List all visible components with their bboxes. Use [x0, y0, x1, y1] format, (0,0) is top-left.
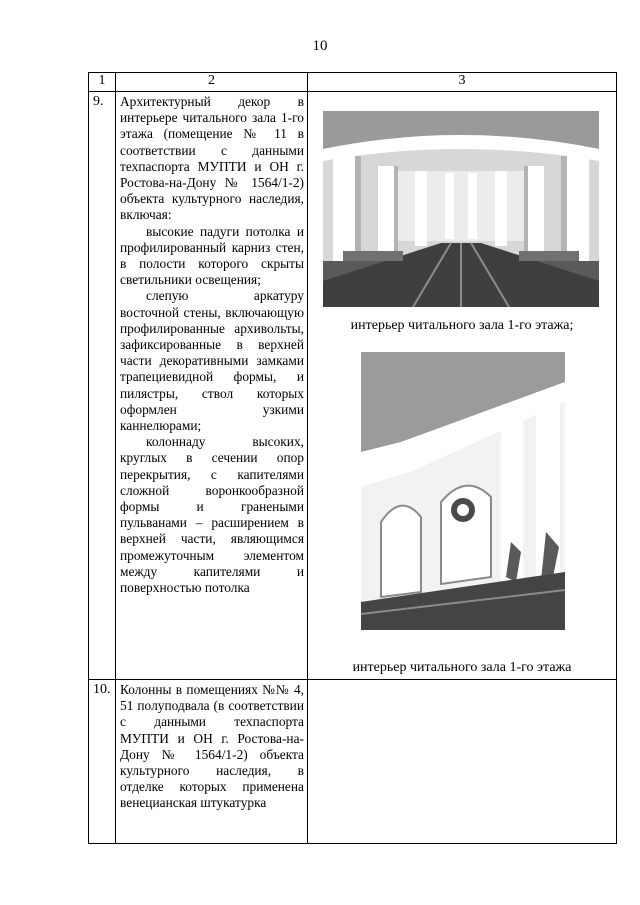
description-paragraph: колоннаду высоких, круглых в сечении опор перекрытия, с капителями сложной воронкообразной формы и гранеными пульванами – расширением в верхней части, являющимся промежуточным элементом между капителями и поверхностью потолка: [120, 434, 304, 596]
description-paragraph: Архитектурный декор в интерьере читального зала 1-го этажа (помещение № 11 в соответствии с данными техпаспорта МУПТИ и ОН г. Ростова-на-Дону № 1564/1-2) объекта культурного наследия, включая:: [120, 94, 304, 223]
header-col-2: 2: [116, 73, 308, 92]
reading-hall-photo-1: [323, 111, 599, 307]
table-row-9: [89, 92, 617, 680]
photo-caption-2: интерьер читального зала 1-го этажа: [352, 660, 572, 675]
heritage-table: [88, 72, 617, 844]
table-header-row: [89, 73, 617, 92]
row-number: 10.: [89, 680, 116, 844]
row-photos: [308, 92, 617, 680]
description-paragraph: Колонны в помещениях №№ 4, 51 полуподвала (в соответствии с данными техпаспорта МУПТИ и ОН г. Ростова-на-Дону № 1564/1-2) объекта культурного наследия, в отделке которых применена венецианская штукатурка: [120, 682, 304, 811]
page-number: 10: [312, 38, 328, 54]
description-paragraph: высокие падуги потолка и профилированный карниз стен, в полости которого скрыты светильники освещения;: [120, 223, 304, 288]
row-number: 9.: [89, 92, 116, 680]
photo-caption-1: интерьер читального зала 1-го этажа;: [350, 318, 574, 333]
row-photos-empty: [308, 680, 617, 844]
row-description: [116, 680, 308, 844]
header-col-1: 1: [89, 73, 116, 92]
row-description: [116, 92, 308, 680]
table-row-10: [89, 680, 617, 844]
description-paragraph: слепую аркатуру восточной стены, включающую профилированные архивольты, зафиксированные в верхней части декоративными замками трапециевидной формы, и пилястры, ствол которых оформлен узкими каннелюрами;: [120, 288, 304, 434]
header-col-3: 3: [308, 73, 617, 92]
reading-hall-photo-2: [361, 352, 565, 630]
